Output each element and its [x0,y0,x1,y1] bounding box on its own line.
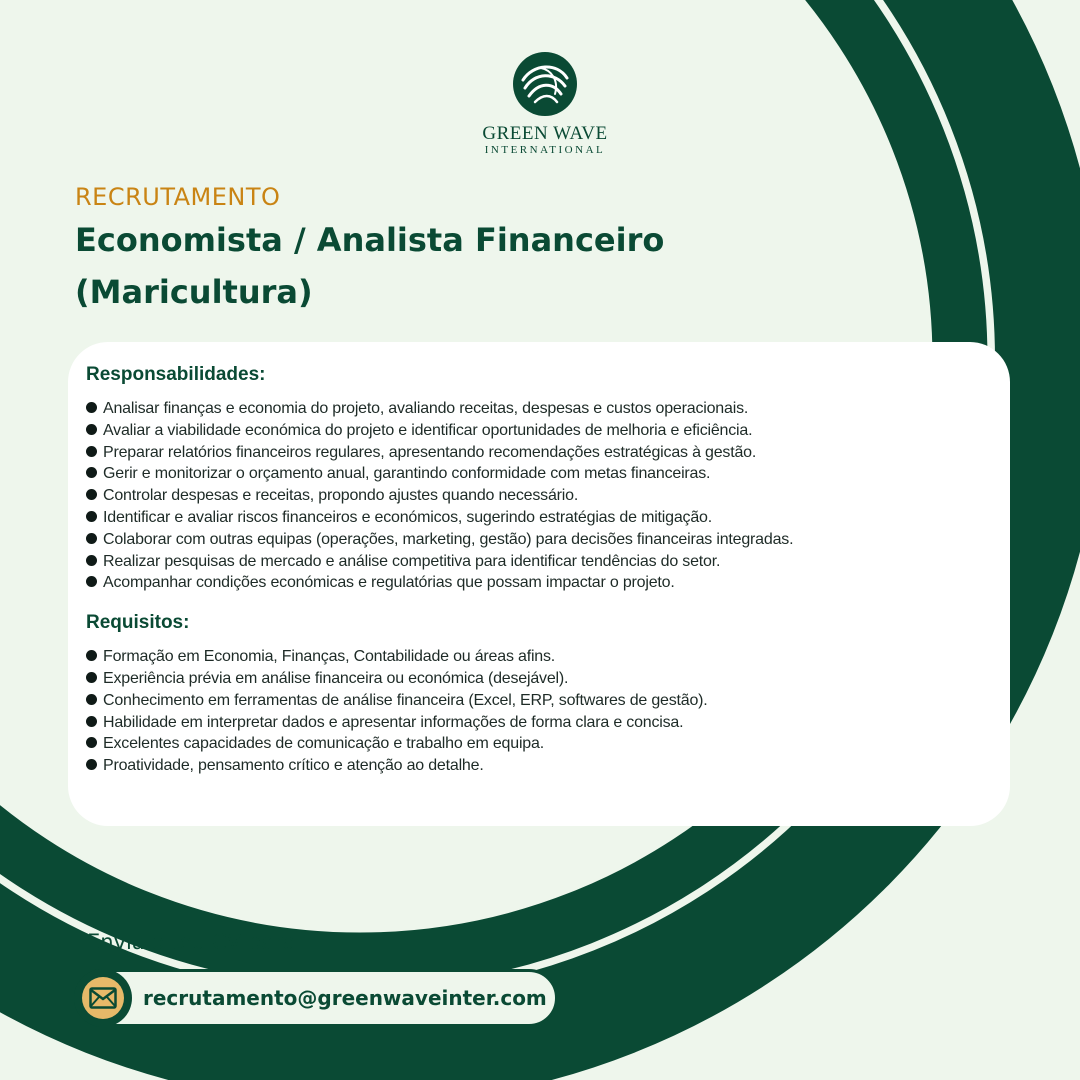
list-item: Acompanhar condições económicas e regulatórias que possam impactar o projeto. [86,572,992,594]
brand-logo [470,50,620,156]
responsibilities-heading: Responsabilidades: [86,364,266,385]
brand-name: GREEN WAVE [482,123,608,144]
list-item: Excelentes capacidades de comunicação e trabalho em equipa. [86,733,992,755]
job-details-card [68,342,1010,826]
list-item: Experiência prévia em análise financeira ou económica (desejável). [86,668,992,690]
list-item: Identificar e avaliar riscos financeiros e económicos, sugerindo estratégias de mitigação. [86,507,992,529]
list-item: Proatividade, pensamento crítico e atenção ao detalhe. [86,755,992,777]
green-wave-logo-icon [511,50,579,118]
list-item: Analisar finanças e economia do projeto, avaliando receitas, despesas e custos operacionais. [86,398,992,420]
email-address-link[interactable]: recrutamento@greenwaveinter.com [143,986,547,1010]
job-title [75,214,775,318]
recruitment-kicker: RECRUTAMENTO [75,183,281,211]
requirements-heading: Requisitos: [86,612,190,634]
list-item: Preparar relatórios financeiros regulares, apresentando recomendações estratégicas à gestão. [86,442,992,464]
job-title-line2: (Maricultura) [75,273,313,311]
cv-instruction: Envia o teu CV para: [87,930,303,954]
email-contact-pill[interactable] [74,969,558,1027]
brand-subtitle: INTERNATIONAL [484,144,606,156]
list-item: Conhecimento em ferramentas de análise financeira (Excel, ERP, softwares de gestão). [86,690,992,712]
responsibilities-list [86,398,992,594]
list-item: Gerir e monitorizar o orçamento anual, garantindo conformidade com metas financeiras. [86,463,992,485]
list-item: Avaliar a viabilidade económica do projeto e identificar oportunidades de melhoria e eficiência. [86,420,992,442]
list-item: Habilidade em interpretar dados e apresentar informações de forma clara e concisa. [86,712,992,734]
list-item: Formação em Economia, Finanças, Contabilidade ou áreas afins. [86,646,992,668]
list-item: Realizar pesquisas de mercado e análise competitiva para identificar tendências do setor. [86,551,992,573]
list-item: Colaborar com outras equipas (operações, marketing, gestão) para decisões financeiras integradas. [86,529,992,551]
list-item: Controlar despesas e receitas, propondo ajustes quando necessário. [86,485,992,507]
envelope-icon [89,987,117,1009]
envelope-badge [74,969,132,1027]
job-title-line1: Economista / Analista Financeiro [75,221,665,259]
requirements-list [86,646,992,777]
